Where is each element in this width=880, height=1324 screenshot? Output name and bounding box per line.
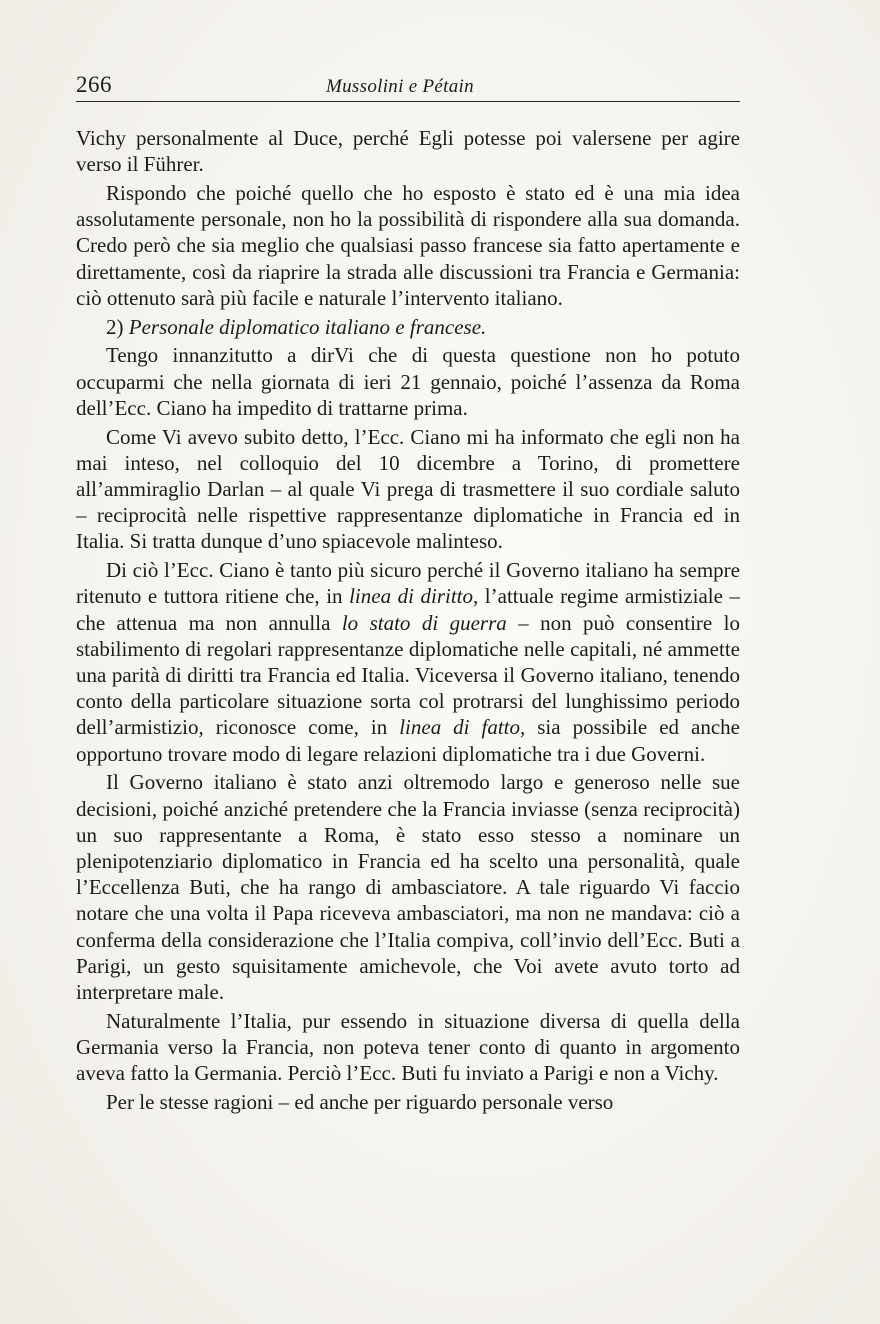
paragraph-6	[76, 769, 740, 1005]
body-text	[76, 125, 740, 1118]
paragraph-text: Naturalmente l’Italia, pur essendo in situazione diversa di quella della Germania verso la Francia, non poteva tener conto di quanto in argomento aveva fatto la Germania. Perciò l’Ecc. Buti fu inviato a Parigi e non a Vichy.	[76, 1008, 740, 1086]
paragraph-text: Di ciò l’Ecc. Ciano è tanto più sicuro perché il Governo italiano ha sempre ritenuto e tuttora ritiene che, in	[76, 558, 740, 609]
paragraph-text: Vichy personalmente al Duce, perché Egli potesse poi valersene per agire verso il Führer.	[76, 126, 740, 177]
paragraph-text: Tengo innanzitutto a dirVi che di questa questione non ho potuto occuparmi che nella giornata di ieri 21 gennaio, poiché l’assenza da Roma dell’Ecc. Ciano ha impedito di trattarne prima.	[76, 343, 740, 420]
paragraph-text: Per le stesse ragioni – ed anche per riguardo personale verso	[106, 1090, 614, 1115]
paragraph-text: Rispondo che poiché quello che ho esposto è stato ed è una mia idea assolutamente personale, non ho la possibilità di rispondere alla sua domanda. Credo però che sia meglio che qualsiasi passo francese sia fatto apertamente e direttamente, così da riaprire la strada alle discussioni tra Francia e Germania: ciò ottenuto sarà più facile e naturale l’intervento italiano.	[76, 181, 740, 310]
section-number: 2)	[106, 314, 124, 339]
italic-phrase: linea di diritto	[349, 584, 473, 609]
paragraph-5	[76, 557, 740, 767]
section-heading	[76, 314, 740, 340]
paragraph-3	[76, 342, 740, 421]
paragraph-text: Come Vi avevo subito detto, l’Ecc. Ciano mi ha informato che egli non ha mai inteso, nel colloquio del 10 dicembre a Torino, di promettere all’ammiraglio Darlan – al quale Vi prega di trasmettere il suo cordiale saluto – reciprocità nelle rispettive rappresentanze diplomatiche in Francia ed in Italia. Si tratta dunque d’uno spiacevole malinteso.	[76, 424, 740, 554]
paragraph-text: , sia possibile ed anche opportuno trovare modo di legare relazioni diplomatiche tra i due Governi.	[76, 715, 741, 766]
italic-phrase: linea di fatto	[399, 715, 521, 740]
paragraph-2	[76, 180, 740, 311]
running-title: Mussolini e Pétain	[326, 76, 474, 97]
page-header	[76, 70, 740, 100]
paragraph-4	[76, 424, 740, 555]
paragraph-text: Il Governo italiano è stato anzi oltremodo largo e generoso nelle sue decisioni, poiché anziché pretendere che la Francia inviasse (senza reciprocità) un suo rappresentante a Roma, è stato esso stesso a nominare un plenipotenziario diplomatico in Francia ed ha scelto una personalità, quale l’Eccellenza Buti, che ha rango di ambasciatore. A tale riguardo Vi faccio notare che una volta il Papa riceveva ambasciatori, ma non ne mandava: ciò a conferma della considerazione che l’Italia compiva, coll’invio dell’Ecc. Buti a Parigi, un gesto squisitamente amichevole, che Voi avete avuto torto ad interpretare male.	[76, 770, 740, 1005]
section-title: Personale diplomatico italiano e francese.	[128, 314, 487, 339]
paragraph-8	[76, 1089, 740, 1115]
page-number: 266	[76, 72, 112, 97]
paragraph-7	[76, 1008, 740, 1087]
italic-phrase: lo stato di guerra	[341, 610, 507, 635]
paragraph-text: – non può consentire lo stabilimento di regolari rappresentanze diplomatiche nelle capitali, né ammette una parità di diritti tra Francia ed Italia. Viceversa il Governo italiano, tenendo conto della particolare situazione sorta col protrarsi del lunghissimo periodo dell’armistizio, riconosce come, in	[76, 610, 740, 740]
paragraph-1	[76, 125, 740, 177]
paragraph-text: , l’attuale regime armistiziale – che attenua ma non annulla	[76, 584, 740, 635]
header-rule	[76, 101, 740, 102]
